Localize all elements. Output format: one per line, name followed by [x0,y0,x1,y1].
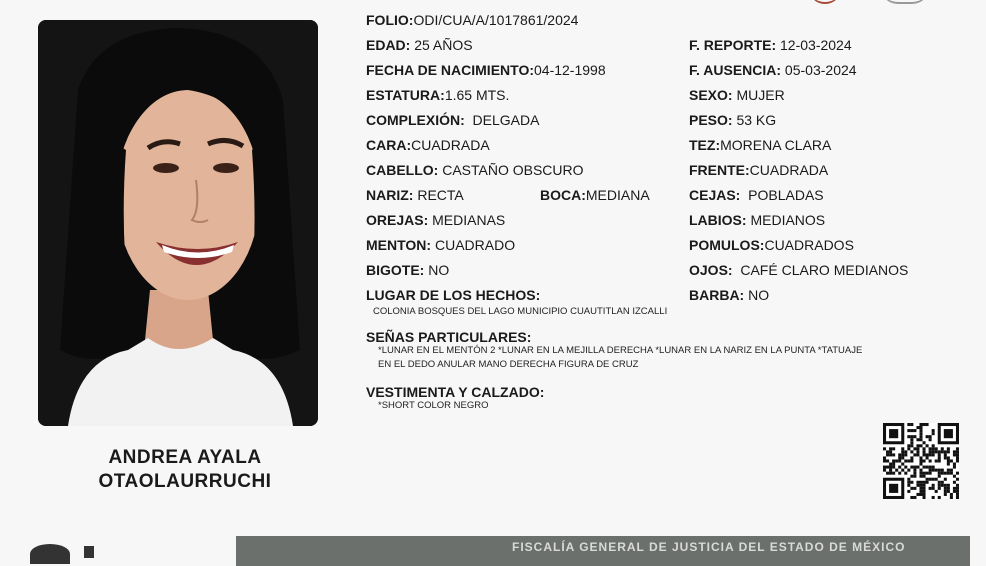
field-label: LABIOS: [689,212,747,228]
field-value: RECTA [413,187,464,203]
field-folio [366,11,578,29]
person-name-line1: ANDREA AYALA [108,447,262,468]
field-label: CARA: [366,137,412,153]
field-value: MEDIANOS [746,212,826,228]
field-cejas [689,186,824,204]
field-value: MUJER [732,87,785,103]
field-label: FOLIO: [366,12,414,28]
field-label: FRENTE: [689,162,750,178]
person-name [60,446,310,494]
field-value: NO [424,262,450,278]
field-value: 53 KG [732,112,777,128]
field-value: MEDIANA [585,187,650,203]
seal-icon [808,0,842,4]
field-label: PESO: [689,112,733,128]
field-label: NARIZ: [366,187,414,203]
field-label: CEJAS: [689,187,741,203]
senas-label: SEÑAS PARTICULARES: [366,329,532,345]
field-labios [689,211,825,229]
senas-line1: *LUNAR EN EL MENTÓN 2 *LUNAR EN LA MEJILLA DERECHA *LUNAR EN LA NARIZ EN LA PUNTA *TATUAJE [378,345,863,356]
field-label: FECHA DE NACIMIENTO: [366,62,534,78]
field-barba [689,286,769,304]
field-edad [366,36,473,54]
field-label: OJOS: [689,262,733,278]
field-value: 05-03-2024 [781,62,857,78]
field-pomulos [689,236,854,254]
field-complexion [366,111,539,129]
field-value: 1.65 MTS. [444,87,510,103]
field-value: DELGADA [464,112,540,128]
field-label: CABELLO: [366,162,439,178]
field-label: SEXO: [689,87,733,103]
lugar-hechos-value: COLONIA BOSQUES DEL LAGO MUNICIPIO CUAUTITLAN IZCALLI [373,306,668,317]
field-orejas [366,211,505,229]
field-value: CUADRADOS [764,237,854,253]
field-value: CAFÉ CLARO MEDIANOS [732,262,909,278]
field-sexo [689,86,785,104]
field-label: COMPLEXIÓN: [366,112,465,128]
field-label: BOCA: [540,187,586,203]
field-value: CUADRADA [411,137,490,153]
field-frente [689,161,828,179]
field-nariz [366,186,464,204]
logo-icon [30,544,70,564]
field-value: 04-12-1998 [534,62,606,78]
field-value: 12-03-2024 [776,37,852,53]
missing-person-photo [38,20,318,426]
field-peso [689,111,776,129]
field-tez [689,136,831,154]
field-cabello [366,161,584,179]
field-value: CUADRADO [431,237,516,253]
field-boca [540,186,650,204]
field-label: ESTATURA: [366,87,445,103]
lugar-hechos-label: LUGAR DE LOS HECHOS: [366,287,541,303]
field-f-reporte [689,36,852,54]
field-value: MORENA CLARA [720,137,832,153]
footer-text: FISCALÍA GENERAL DE JUSTICIA DEL ESTADO DE MÉXICO [512,540,906,554]
field-label: BIGOTE: [366,262,425,278]
person-name-line2: OTAOLAURRUCHI [98,471,272,492]
logo-icon [84,546,94,558]
field-label: TEZ: [689,137,721,153]
field-value: 25 AÑOS [410,37,473,53]
field-menton [366,236,515,254]
field-label: MENTON: [366,237,432,253]
vestimenta-label: VESTIMENTA Y CALZADO: [366,384,545,400]
field-label: OREJAS: [366,212,429,228]
field-value: POBLADAS [740,187,824,203]
field-label: F. REPORTE: [689,37,777,53]
qr-code-icon[interactable] [883,423,959,499]
field-estatura [366,86,509,104]
field-value: ODI/CUA/A/1017861/2024 [413,12,579,28]
field-value: CASTAÑO OBSCURO [438,162,584,178]
senas-line2: EN EL DEDO ANULAR MANO DERECHA FIGURA DE CRUZ [378,359,639,370]
field-label: BARBA: [689,287,745,303]
field-value: MEDIANAS [428,212,506,228]
field-f-ausencia [689,61,857,79]
vestimenta-value: *SHORT COLOR NEGRO [378,400,489,411]
field-value: CUADRADA [749,162,829,178]
field-ojos [689,261,908,279]
field-label: EDAD: [366,37,411,53]
field-label: F. AUSENCIA: [689,62,782,78]
field-value: NO [744,287,770,303]
seal-icon [880,0,930,4]
field-bigote [366,261,449,279]
field-cara [366,136,490,154]
field-fecha-nacimiento [366,61,606,79]
field-label: POMULOS: [689,237,765,253]
